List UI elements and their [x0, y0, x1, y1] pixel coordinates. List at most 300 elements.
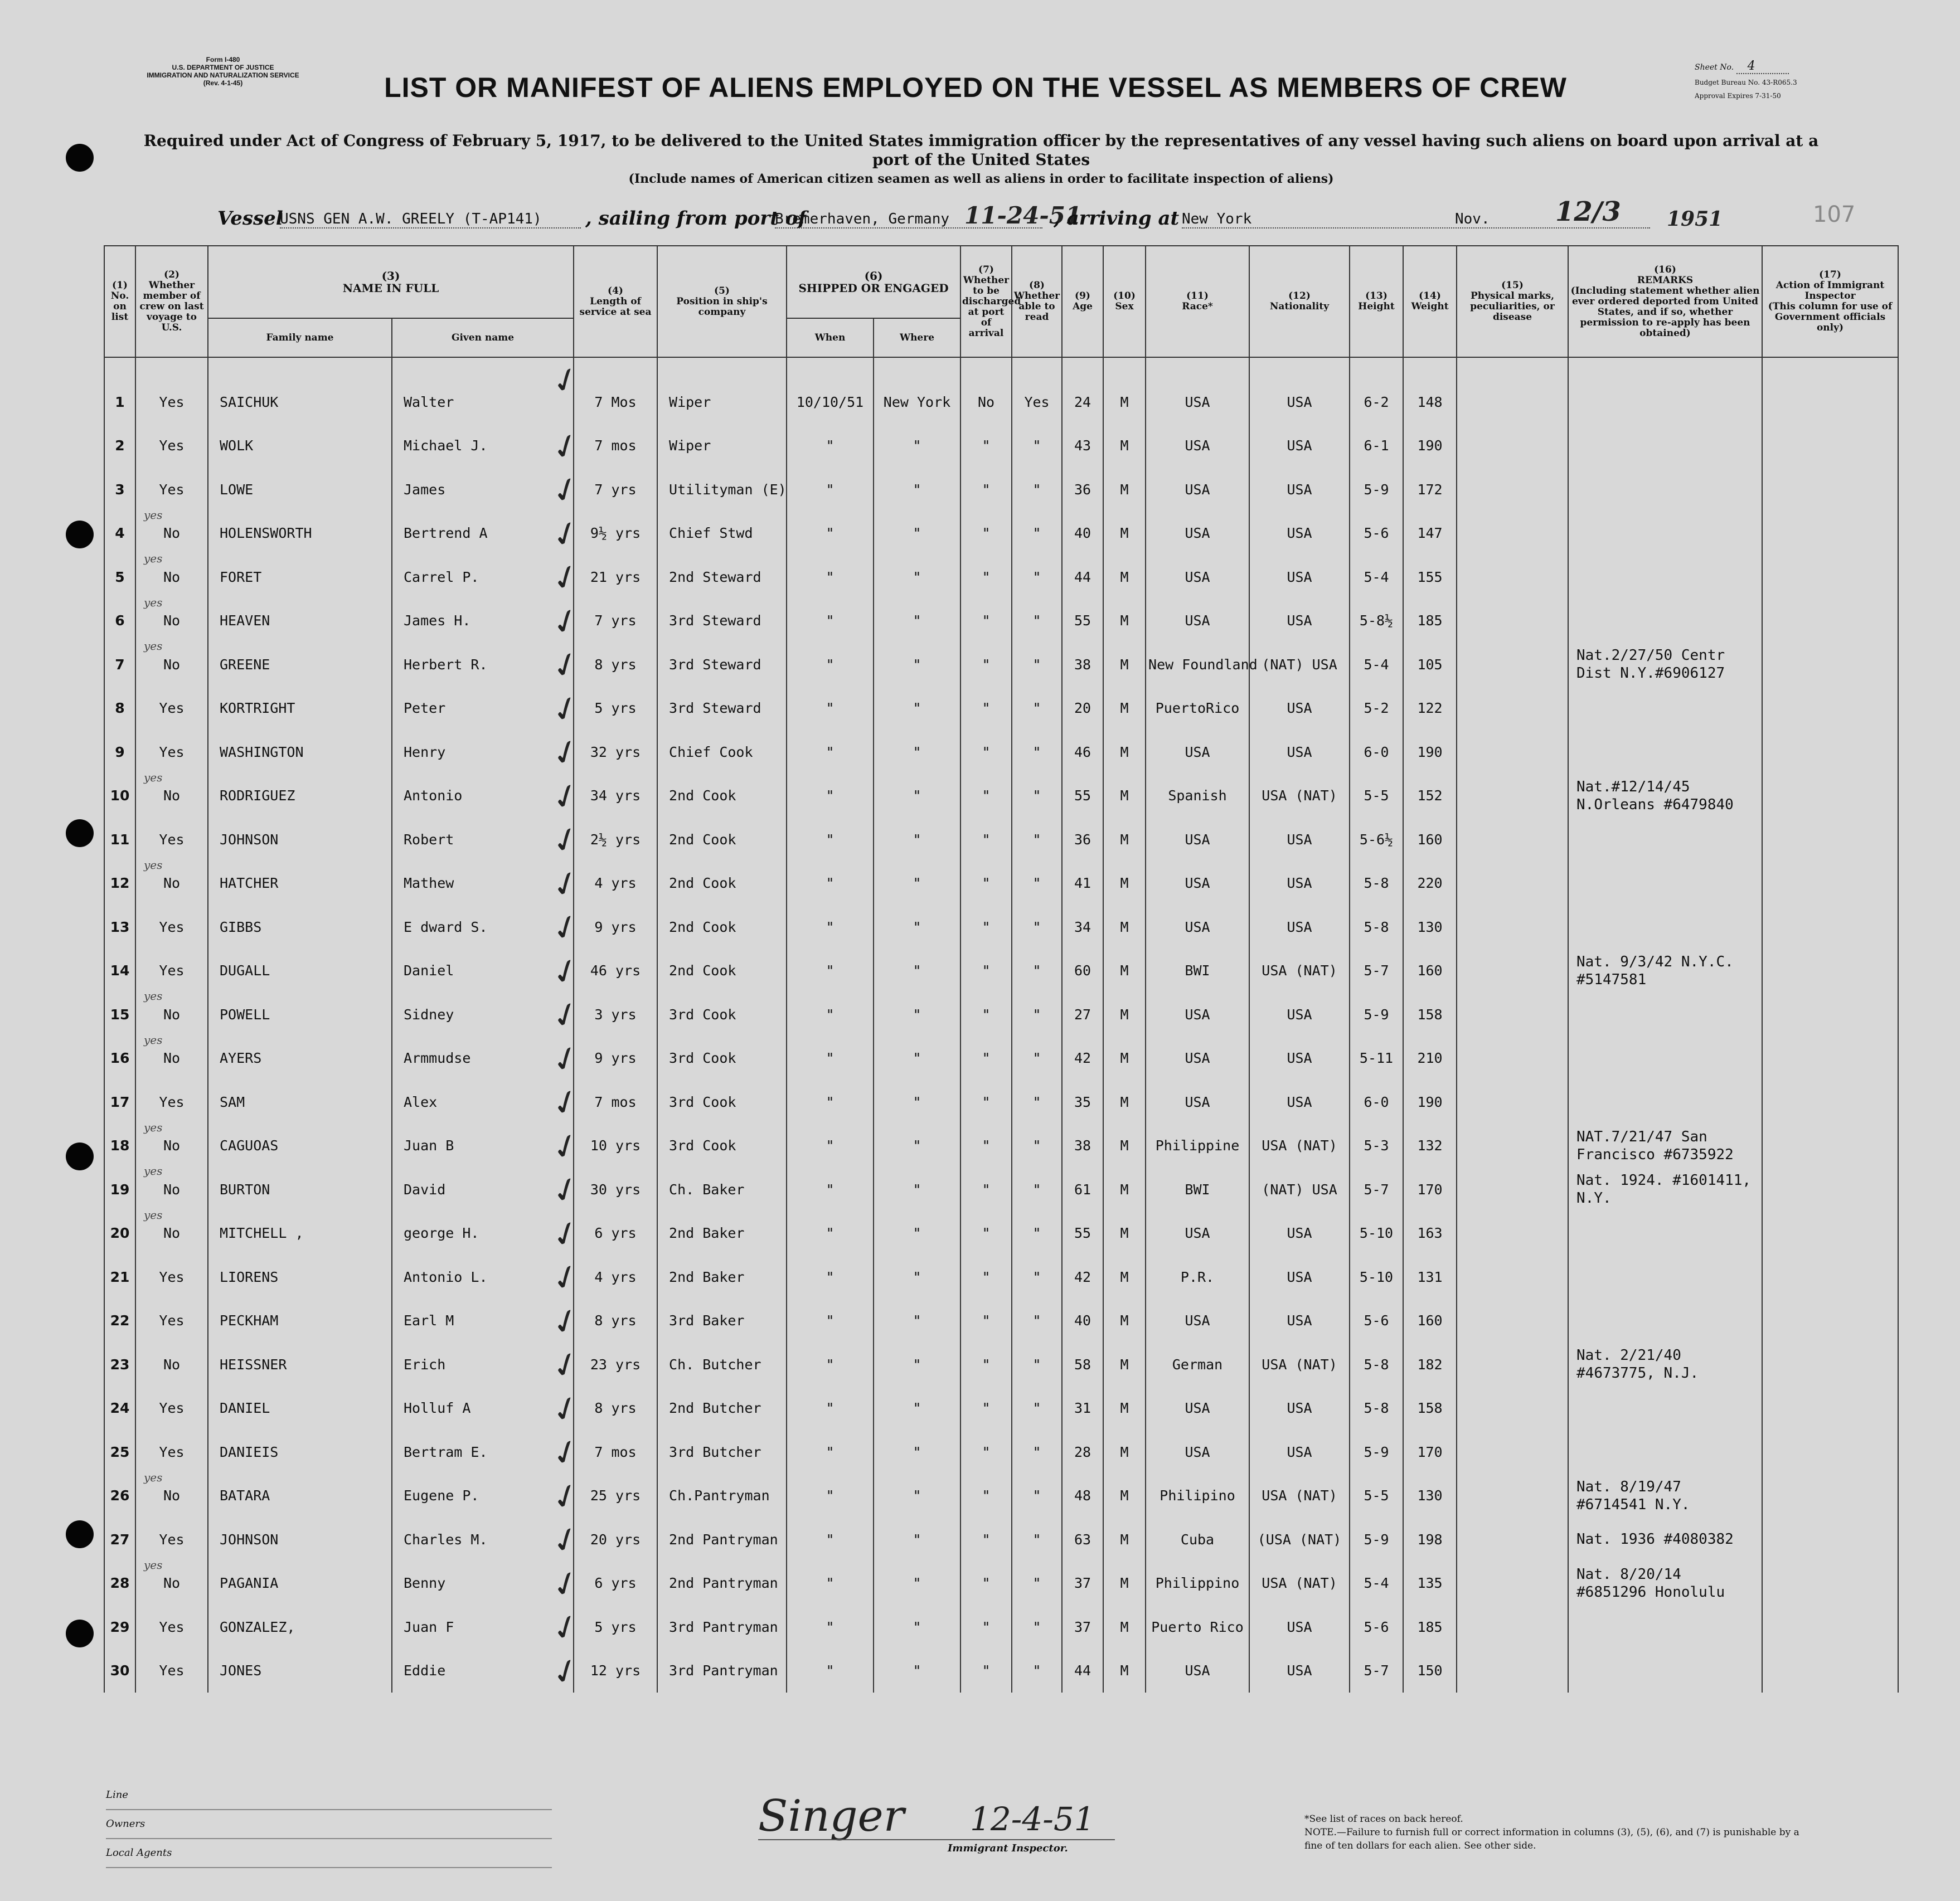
position: 2nd Steward	[669, 568, 761, 585]
sex: M	[1120, 743, 1129, 760]
sex-cell	[1103, 1605, 1146, 1649]
row-number-cell	[104, 1649, 135, 1693]
discharge: "	[982, 831, 991, 848]
shipped-when: "	[826, 1137, 835, 1154]
shipped-where: "	[913, 437, 921, 454]
length-of-service-cell	[546, 424, 657, 470]
physical-marks-cell	[1457, 1255, 1568, 1299]
shipped-where: New York	[883, 393, 951, 410]
shipped-when: "	[826, 875, 835, 892]
shipped-where-cell	[874, 1255, 960, 1299]
prev-voyage-cell	[135, 949, 208, 993]
nationality: USA	[1287, 437, 1312, 454]
length-of-service: 34 yrs	[590, 787, 641, 804]
family-name-cell	[208, 1430, 392, 1474]
shipped-where-cell	[874, 1518, 960, 1562]
prev-voyage: No	[163, 1225, 181, 1242]
prev-voyage-cell	[135, 1430, 208, 1474]
penalty-note: NOTE.—Failure to furnish full or correct information in columns (3), (5), (6), and (7) is punishable by a fine of ten dollars for each alien. See other side.	[1304, 1827, 1799, 1851]
row-number: 25	[110, 1443, 130, 1460]
length-of-service: 4 yrs	[594, 1268, 637, 1285]
race-cell	[1146, 1080, 1249, 1124]
given-name: Carrel P.	[404, 568, 479, 585]
height-cell	[1350, 949, 1403, 993]
sex-cell	[1103, 1124, 1146, 1168]
given-name: Daniel	[404, 962, 454, 979]
prev-voyage-cell	[135, 1299, 208, 1343]
discharge-cell	[960, 1430, 1012, 1474]
able-to-read: "	[1032, 1312, 1041, 1329]
include-note: (Include names of American citizen seamen as well as aliens in order to facilitate inspection of aliens)	[628, 172, 1334, 186]
nationality: (NAT) USA	[1262, 1181, 1337, 1198]
race: PuertoRico	[1155, 700, 1240, 717]
discharge-cell	[960, 1518, 1012, 1562]
given-name: Eugene P.	[404, 1487, 479, 1504]
age-cell	[1062, 774, 1103, 818]
length-of-service: 46 yrs	[590, 962, 641, 979]
row-number-cell	[104, 1387, 135, 1431]
length-of-service: 12 yrs	[590, 1662, 641, 1679]
height: 5-9	[1364, 1531, 1389, 1548]
position-cell	[657, 1212, 787, 1256]
family-name-cell	[208, 357, 392, 424]
inspector-action-cell	[1762, 1430, 1898, 1474]
family-name-cell	[208, 687, 392, 731]
family-name: JONES	[220, 1662, 262, 1679]
length-of-service-cell	[546, 1036, 657, 1082]
shipped-when-cell	[787, 1387, 874, 1431]
age: 46	[1074, 743, 1091, 760]
length-of-service: 9 yrs	[594, 918, 637, 935]
age: 38	[1074, 656, 1091, 673]
sex-cell	[1103, 512, 1146, 556]
age-cell	[1062, 1430, 1103, 1474]
position: 2nd Pantryman	[669, 1531, 778, 1548]
prev-voyage: No	[163, 1006, 181, 1023]
position-cell	[657, 1605, 787, 1649]
position: 3rd Pantryman	[669, 1618, 778, 1635]
able-to-read: "	[1032, 1093, 1041, 1110]
weight-cell	[1403, 730, 1457, 774]
position: Wiper	[669, 437, 711, 454]
col-weight-header: (14) Weight	[1403, 246, 1457, 357]
weight: 198	[1417, 1531, 1443, 1548]
position: Ch. Baker	[669, 1181, 745, 1198]
race-cell	[1146, 774, 1249, 818]
sex: M	[1120, 1356, 1129, 1373]
position-cell	[657, 1430, 787, 1474]
remarks: Nat.#12/14/45 N.Orleans #6479840	[1576, 778, 1734, 813]
handwritten-correction: yes	[144, 595, 163, 609]
sex: M	[1120, 918, 1129, 935]
table-row	[104, 1255, 1898, 1299]
shipped-where-cell	[874, 1168, 960, 1212]
shipped-where: "	[913, 1225, 921, 1242]
family-name-cell	[208, 1518, 392, 1562]
sex-cell	[1103, 1080, 1146, 1124]
remarks-cell	[1568, 818, 1762, 862]
length-of-service-cell	[546, 949, 657, 995]
inspector-action-cell	[1762, 1562, 1898, 1606]
able-to-read: "	[1032, 1268, 1041, 1285]
given-name: Armmudse	[404, 1050, 471, 1067]
family-name-cell	[208, 1343, 392, 1387]
length-of-service-cell	[546, 642, 657, 689]
remarks-cell	[1568, 774, 1762, 818]
given-name-cell	[392, 1037, 574, 1081]
height-cell	[1350, 1212, 1403, 1256]
shipped-where-cell	[874, 512, 960, 556]
row-number: 11	[110, 831, 130, 848]
check-mark-icon: ✓	[546, 817, 586, 864]
given-name: Charles M.	[404, 1531, 488, 1548]
family-name: BURTON	[220, 1181, 270, 1198]
race-cell	[1146, 905, 1249, 949]
race: USA	[1185, 612, 1210, 629]
family-name: WOLK	[220, 437, 254, 454]
age: 24	[1074, 393, 1091, 410]
position-cell	[657, 1299, 787, 1343]
sex-cell	[1103, 1474, 1146, 1518]
inspector-action-cell	[1762, 862, 1898, 906]
row-number-cell	[104, 905, 135, 949]
department: U.S. DEPARTMENT OF JUSTICE	[172, 64, 274, 71]
discharge-cell	[960, 1649, 1012, 1693]
sex-cell	[1103, 1430, 1146, 1474]
check-mark-icon: ✓	[546, 1474, 586, 1520]
family-name: CAGUOAS	[220, 1137, 279, 1154]
weight: 155	[1417, 568, 1443, 585]
prev-voyage: Yes	[159, 831, 185, 848]
able-to-read: "	[1032, 1575, 1041, 1592]
height: 5-7	[1364, 1662, 1389, 1679]
height: 5-10	[1359, 1268, 1394, 1285]
sex-cell	[1103, 818, 1146, 862]
race-cell	[1146, 1474, 1249, 1518]
table-row	[104, 1299, 1898, 1343]
arrival-year: 1951	[1667, 207, 1723, 231]
age-cell	[1062, 1387, 1103, 1431]
shipped-where: "	[913, 1006, 921, 1023]
shipped-when: "	[826, 612, 835, 629]
given-name: Juan F	[404, 1618, 454, 1635]
prev-voyage: No	[163, 612, 181, 629]
family-name-cell	[208, 1649, 392, 1693]
inspector-action-cell	[1762, 555, 1898, 599]
height: 5-9	[1364, 1443, 1389, 1460]
remarks-cell	[1568, 512, 1762, 556]
given-name: george H.	[404, 1225, 479, 1242]
length-of-service-cell	[546, 992, 657, 1039]
row-number-cell	[104, 512, 135, 556]
discharge: "	[982, 1618, 991, 1635]
table-row	[104, 1080, 1898, 1124]
race: New Foundland	[1148, 656, 1258, 673]
check-mark-icon: ✓	[546, 774, 586, 820]
race-cell	[1146, 687, 1249, 731]
physical-marks-cell	[1457, 774, 1568, 818]
family-name-cell	[208, 424, 392, 468]
weight-cell	[1403, 424, 1457, 468]
shipped-when-cell	[787, 687, 874, 731]
nationality: USA	[1287, 743, 1312, 760]
handwritten-correction: yes	[144, 770, 163, 784]
position: 3rd Cook	[669, 1006, 736, 1023]
row-number: 2	[115, 437, 125, 454]
able-to-read: "	[1032, 787, 1041, 804]
shipped-when: "	[826, 1050, 835, 1067]
position: 3rd Cook	[669, 1137, 736, 1154]
weight: 147	[1417, 525, 1443, 542]
physical-marks-cell	[1457, 1649, 1568, 1693]
remarks-cell	[1568, 1255, 1762, 1299]
sex: M	[1120, 481, 1129, 498]
race-cell	[1146, 555, 1249, 599]
family-name-cell	[208, 1212, 392, 1256]
nationality-cell	[1249, 1562, 1350, 1606]
table-row	[104, 1387, 1898, 1431]
nationality: USA	[1287, 1225, 1312, 1242]
inspector-label: Immigrant Inspector.	[948, 1842, 1068, 1854]
prev-voyage-cell	[135, 818, 208, 862]
race: USA	[1185, 1443, 1210, 1460]
prev-voyage-cell	[135, 1470, 208, 1518]
age-cell	[1062, 512, 1103, 556]
prev-voyage-cell	[135, 770, 208, 818]
physical-marks-cell	[1457, 1387, 1568, 1431]
race-cell	[1146, 1605, 1249, 1649]
given-name-cell	[392, 1212, 574, 1256]
weight: 190	[1417, 1093, 1443, 1110]
race: USA	[1185, 568, 1210, 585]
given-name-cell	[392, 687, 574, 731]
row-number-cell	[104, 599, 135, 643]
family-name: LOWE	[220, 481, 254, 498]
shipped-when-cell	[787, 1562, 874, 1606]
height-cell	[1350, 1037, 1403, 1081]
age-cell	[1062, 1605, 1103, 1649]
given-name: E dward S.	[404, 918, 488, 935]
discharge: "	[982, 700, 991, 717]
sex: M	[1120, 1268, 1129, 1285]
sex: M	[1120, 1618, 1129, 1635]
shipped-when-cell	[787, 599, 874, 643]
age: 20	[1074, 700, 1091, 717]
race: Cuba	[1180, 1531, 1215, 1548]
given-name-cell	[392, 643, 574, 687]
weight-cell	[1403, 1430, 1457, 1474]
weight-cell	[1403, 1387, 1457, 1431]
position: 2nd Butcher	[669, 1400, 761, 1417]
col-name-header: (3) NAME IN FULL	[208, 246, 574, 318]
weight-cell	[1403, 949, 1457, 993]
shipped-when: "	[826, 568, 835, 585]
check-mark-icon: ✓	[546, 467, 586, 514]
physical-marks-cell	[1457, 1474, 1568, 1518]
race: USA	[1185, 918, 1210, 935]
sex-cell	[1103, 1037, 1146, 1081]
discharge-cell	[960, 599, 1012, 643]
weight-cell	[1403, 1080, 1457, 1124]
discharge: "	[982, 481, 991, 498]
race: USA	[1185, 525, 1210, 542]
given-name-cell	[392, 599, 574, 643]
discharge: "	[982, 787, 991, 804]
given-name-cell	[392, 774, 574, 818]
weight-cell	[1403, 1562, 1457, 1606]
age-cell	[1062, 1562, 1103, 1606]
prev-voyage: Yes	[159, 437, 185, 454]
shipped-where: "	[913, 1487, 921, 1504]
sailing-port: Bremerhaven, Germany	[775, 211, 1042, 228]
table-row	[104, 1518, 1898, 1562]
shipped-where: "	[913, 612, 921, 629]
remarks-cell	[1568, 1649, 1762, 1693]
table-row	[104, 774, 1898, 818]
weight: 182	[1417, 1356, 1443, 1373]
length-of-service: 30 yrs	[590, 1181, 641, 1198]
age-cell	[1062, 1299, 1103, 1343]
arriving-label: , arriving at	[1054, 207, 1180, 230]
able-to-read: "	[1032, 875, 1041, 892]
height-cell	[1350, 1474, 1403, 1518]
row-number-cell	[104, 1518, 135, 1562]
family-name: SAM	[220, 1093, 245, 1110]
race: USA	[1185, 1006, 1210, 1023]
race: USA	[1185, 1400, 1210, 1417]
family-name: GIBBS	[220, 918, 262, 935]
position: 3rd Steward	[669, 612, 761, 629]
family-name-cell	[208, 1255, 392, 1299]
length-of-service: 7 mos	[594, 437, 637, 454]
row-number-cell	[104, 1299, 135, 1343]
table-row	[104, 643, 1898, 687]
sex-cell	[1103, 949, 1146, 993]
shipped-where-cell	[874, 1474, 960, 1518]
weight: 160	[1417, 962, 1443, 979]
age-cell	[1062, 1124, 1103, 1168]
height-cell	[1350, 774, 1403, 818]
remarks: Nat. 1936 #4080382	[1576, 1531, 1734, 1548]
shipped-when-cell	[787, 949, 874, 993]
inspector-action-cell	[1762, 1299, 1898, 1343]
position: 2nd Cook	[669, 787, 736, 804]
physical-marks-cell	[1457, 862, 1568, 906]
row-number: 29	[110, 1618, 130, 1635]
able-to-read: "	[1032, 700, 1041, 717]
shipped-where-cell	[874, 424, 960, 468]
remarks: Nat. 9/3/42 N.Y.C. #5147581	[1576, 953, 1734, 988]
able-to-read-cell	[1012, 687, 1062, 731]
prev-voyage: No	[163, 656, 181, 673]
age-cell	[1062, 1649, 1103, 1693]
table-row	[104, 1168, 1898, 1212]
table-row	[104, 555, 1898, 599]
shipped-where-cell	[874, 1299, 960, 1343]
length-of-service-cell	[546, 817, 657, 864]
length-of-service: 3 yrs	[594, 1006, 637, 1023]
height-cell	[1350, 993, 1403, 1037]
row-number: 21	[110, 1268, 130, 1285]
sex: M	[1120, 1531, 1129, 1548]
position: 3rd Cook	[669, 1050, 736, 1067]
given-name-cell	[392, 1605, 574, 1649]
inspector-action-cell	[1762, 1080, 1898, 1124]
remarks-cell	[1568, 1518, 1762, 1562]
given-name: Bertram E.	[404, 1443, 488, 1460]
sex: M	[1120, 875, 1129, 892]
given-name: James H.	[404, 612, 471, 629]
family-name: JOHNSON	[220, 1531, 279, 1548]
inspector-action-cell	[1762, 1255, 1898, 1299]
inspector-action-cell	[1762, 599, 1898, 643]
discharge-cell	[960, 643, 1012, 687]
shipped-where: "	[913, 875, 921, 892]
length-of-service-cell	[546, 730, 657, 776]
length-of-service-cell	[546, 1430, 657, 1476]
age: 43	[1074, 437, 1091, 454]
shipped-when-cell	[787, 1299, 874, 1343]
shipped-where: "	[913, 1312, 921, 1329]
shipped-when: "	[826, 1575, 835, 1592]
height: 5-10	[1359, 1225, 1394, 1242]
sex: M	[1120, 525, 1129, 542]
inspector-action-cell	[1762, 1518, 1898, 1562]
race-cell	[1146, 862, 1249, 906]
height-cell	[1350, 1080, 1403, 1124]
length-of-service: 9 yrs	[594, 1050, 637, 1067]
family-name: DANIEIS	[220, 1443, 279, 1460]
length-of-service-cell	[546, 1517, 657, 1564]
height-cell	[1350, 905, 1403, 949]
race-cell	[1146, 1387, 1249, 1431]
length-of-service: 7 mos	[594, 1093, 637, 1110]
able-to-read-cell	[1012, 357, 1062, 424]
age: 55	[1074, 787, 1091, 804]
row-number-cell	[104, 424, 135, 468]
prev-voyage: No	[163, 1356, 181, 1373]
given-name-cell	[392, 1387, 574, 1431]
row-number-cell	[104, 357, 135, 424]
col-where-header: Where	[874, 318, 960, 357]
race: Philippino	[1155, 1575, 1240, 1592]
age-cell	[1062, 1343, 1103, 1387]
age-cell	[1062, 1474, 1103, 1518]
weight-cell	[1403, 993, 1457, 1037]
length-of-service-cell	[546, 1211, 657, 1257]
family-name: JOHNSON	[220, 831, 279, 848]
handwritten-correction: yes	[144, 1470, 163, 1484]
shipped-where: "	[913, 1618, 921, 1635]
row-number: 30	[110, 1662, 130, 1679]
table-row	[104, 993, 1898, 1037]
able-to-read: "	[1032, 962, 1041, 979]
check-mark-icon: ✓	[546, 424, 586, 470]
col-nationality-header: (12) Nationality	[1249, 246, 1350, 357]
able-to-read: "	[1032, 1531, 1041, 1548]
nationality-cell	[1249, 687, 1350, 731]
prev-voyage-cell	[135, 1605, 208, 1649]
remarks-cell	[1568, 468, 1762, 512]
position: 3rd Cook	[669, 1093, 736, 1110]
inspector-action-cell	[1762, 774, 1898, 818]
binder-hole	[66, 521, 94, 548]
discharge: "	[982, 1225, 991, 1242]
nationality-cell	[1249, 1168, 1350, 1212]
able-to-read-cell	[1012, 1562, 1062, 1606]
shipped-where-cell	[874, 1212, 960, 1256]
position: Utilityman (E)	[669, 481, 787, 498]
